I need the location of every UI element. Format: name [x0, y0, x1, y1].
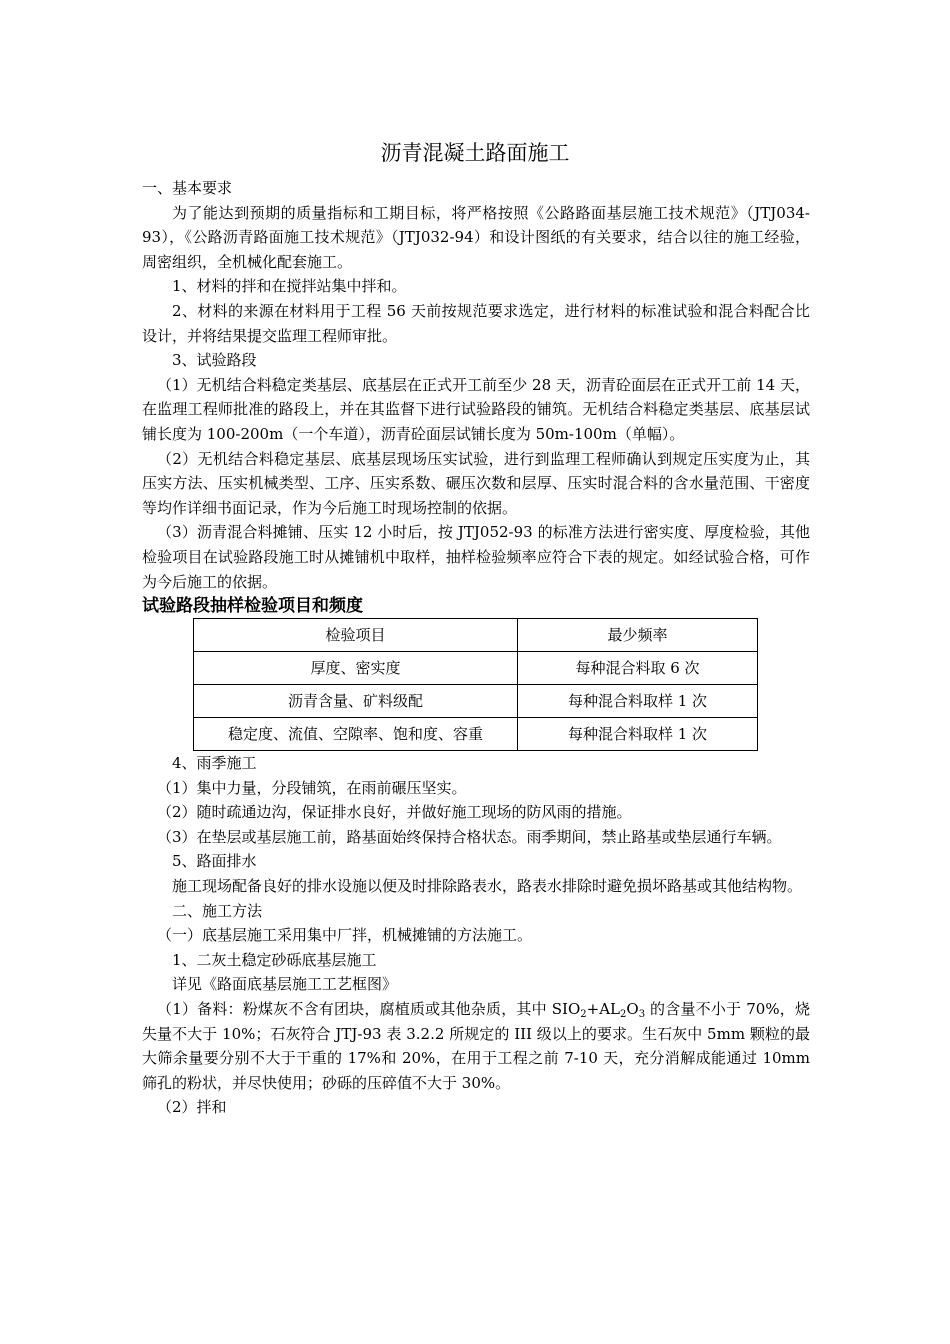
list-item: 1、二灰土稳定砂砾底基层施工: [172, 950, 377, 969]
document-body: [142, 176, 810, 1120]
section-heading: 二、施工方法: [172, 901, 263, 920]
table-cell: 每种混合料取样 1 次: [518, 718, 758, 751]
paragraph: [142, 997, 810, 1095]
list-item: 2、材料的来源在材料用于工程 56 天前按规范要求选定，进行材料的标准试验和混合料配合比设计，并将结果提交监理工程师审批。: [142, 301, 810, 345]
table-cell: 每种混合料取 6 次: [518, 652, 758, 685]
paragraph: （2）随时疏通边沟，保证排水良好，并做好施工现场的防风雨的措施。: [157, 803, 632, 822]
table-row: [194, 652, 758, 685]
table-row: [194, 685, 758, 718]
table-row: [194, 718, 758, 751]
table-header-row: [194, 619, 758, 652]
list-item: 3、试验路段: [172, 351, 257, 370]
list-item: 1、材料的拌和在搅拌站集中拌和。: [172, 277, 407, 296]
paragraph: 详见《路面底基层施工工艺框图》: [172, 975, 398, 994]
paragraph: 施工现场配备良好的排水设施以便及时排除路表水，路表水排除时避免损坏路基或其他结构物。: [172, 877, 803, 896]
page-title: 沥青混凝土路面施工: [380, 141, 570, 165]
paragraph: （2）拌和: [157, 1098, 227, 1117]
paragraph: （2）无机结合料稳定基层、底基层现场压实试验，进行到监理工程师确认到规定压实度为止，其压实方法、压实机械类型、工序、压实系数、碾压次数和层厚、压实时混合料的含水量范围、干密度等均作详细书面记录，作为今后施工时现场控制的依据。: [142, 449, 810, 517]
subscript: 2: [580, 1009, 587, 1021]
paragraph: （一）底基层施工采用集中厂拌，机械摊铺的方法施工。: [157, 926, 533, 945]
table-title: 试验路段抽样检验项目和频度: [142, 596, 363, 617]
table-header-cell: 检验项目: [194, 619, 518, 652]
subscript: 2: [620, 1009, 627, 1021]
paragraph: （3）沥青混合料摊铺、压实 12 小时后，按 JTJ052-93 的标准方法进行密实度、厚度检验，其他检验项目在试验路段施工时从摊铺机中取样，抽样检验频率应符合下表的规定。如经试验合格，可作为今后施工的依据。: [142, 523, 810, 591]
inspection-table: [193, 618, 758, 751]
text-run: +AL: [586, 1000, 621, 1019]
text-run: （1）备料：粉煤灰不含有团块，腐植质或其他杂质，其中 SIO: [157, 1000, 581, 1019]
table-cell: 厚度、密实度: [194, 652, 518, 685]
text-run: 的含量不小于 70%，烧失量不大于 10%；石灰符合 JTJ-93 表 3.2.2 所规定的 III 级以上的要求。生石灰中 5mm 颗粒的最大筛余量要分别不大于干重的 17%和 20%，在用于工程之前 7-10 天，充分消解成能通过 10mm 筛孔的粉状，并尽快使用；砂砾的压碎值不大于 30%。: [142, 1000, 810, 1092]
section-heading: 一、基本要求: [142, 179, 233, 197]
table-cell: 每种混合料取样 1 次: [518, 685, 758, 718]
list-item: 5、路面排水: [172, 852, 257, 871]
table-cell: 稳定度、流值、空隙率、饱和度、容重: [194, 718, 518, 751]
table-cell: 沥青含量、矿料级配: [194, 685, 518, 718]
table-header-cell: 最少频率: [518, 619, 758, 652]
paragraph: （3）在垫层或基层施工前，路基面始终保持合格状态。雨季期间，禁止路基或垫层通行车辆。: [157, 827, 782, 846]
paragraph: （1）集中力量，分段铺筑，在雨前碾压坚实。: [157, 778, 467, 797]
paragraph: （1）无机结合料稳定类基层、底基层在正式开工前至少 28 天，沥青砼面层在正式开工前 14 天，在监理工程师批准的路段上，并在其监督下进行试验路段的铺筑。无机结合料稳定类基层、底基层试铺长度为 100-200m（一个车道），沥青砼面层试铺长度为 50m-100m（单幅）。: [142, 375, 810, 443]
subscript: 3: [638, 1009, 646, 1021]
paragraph: 为了能达到预期的质量指标和工期目标，将严格按照《公路路面基层施工技术规范》（JTJ034-93），《公路沥青路面施工技术规范》（JTJ032-94）和设计图纸的有关要求，结合以往的施工经验，周密组织，全机械化配套施工。: [142, 203, 810, 271]
text-run: O: [626, 1000, 639, 1019]
list-item: 4、雨季施工: [172, 754, 257, 773]
